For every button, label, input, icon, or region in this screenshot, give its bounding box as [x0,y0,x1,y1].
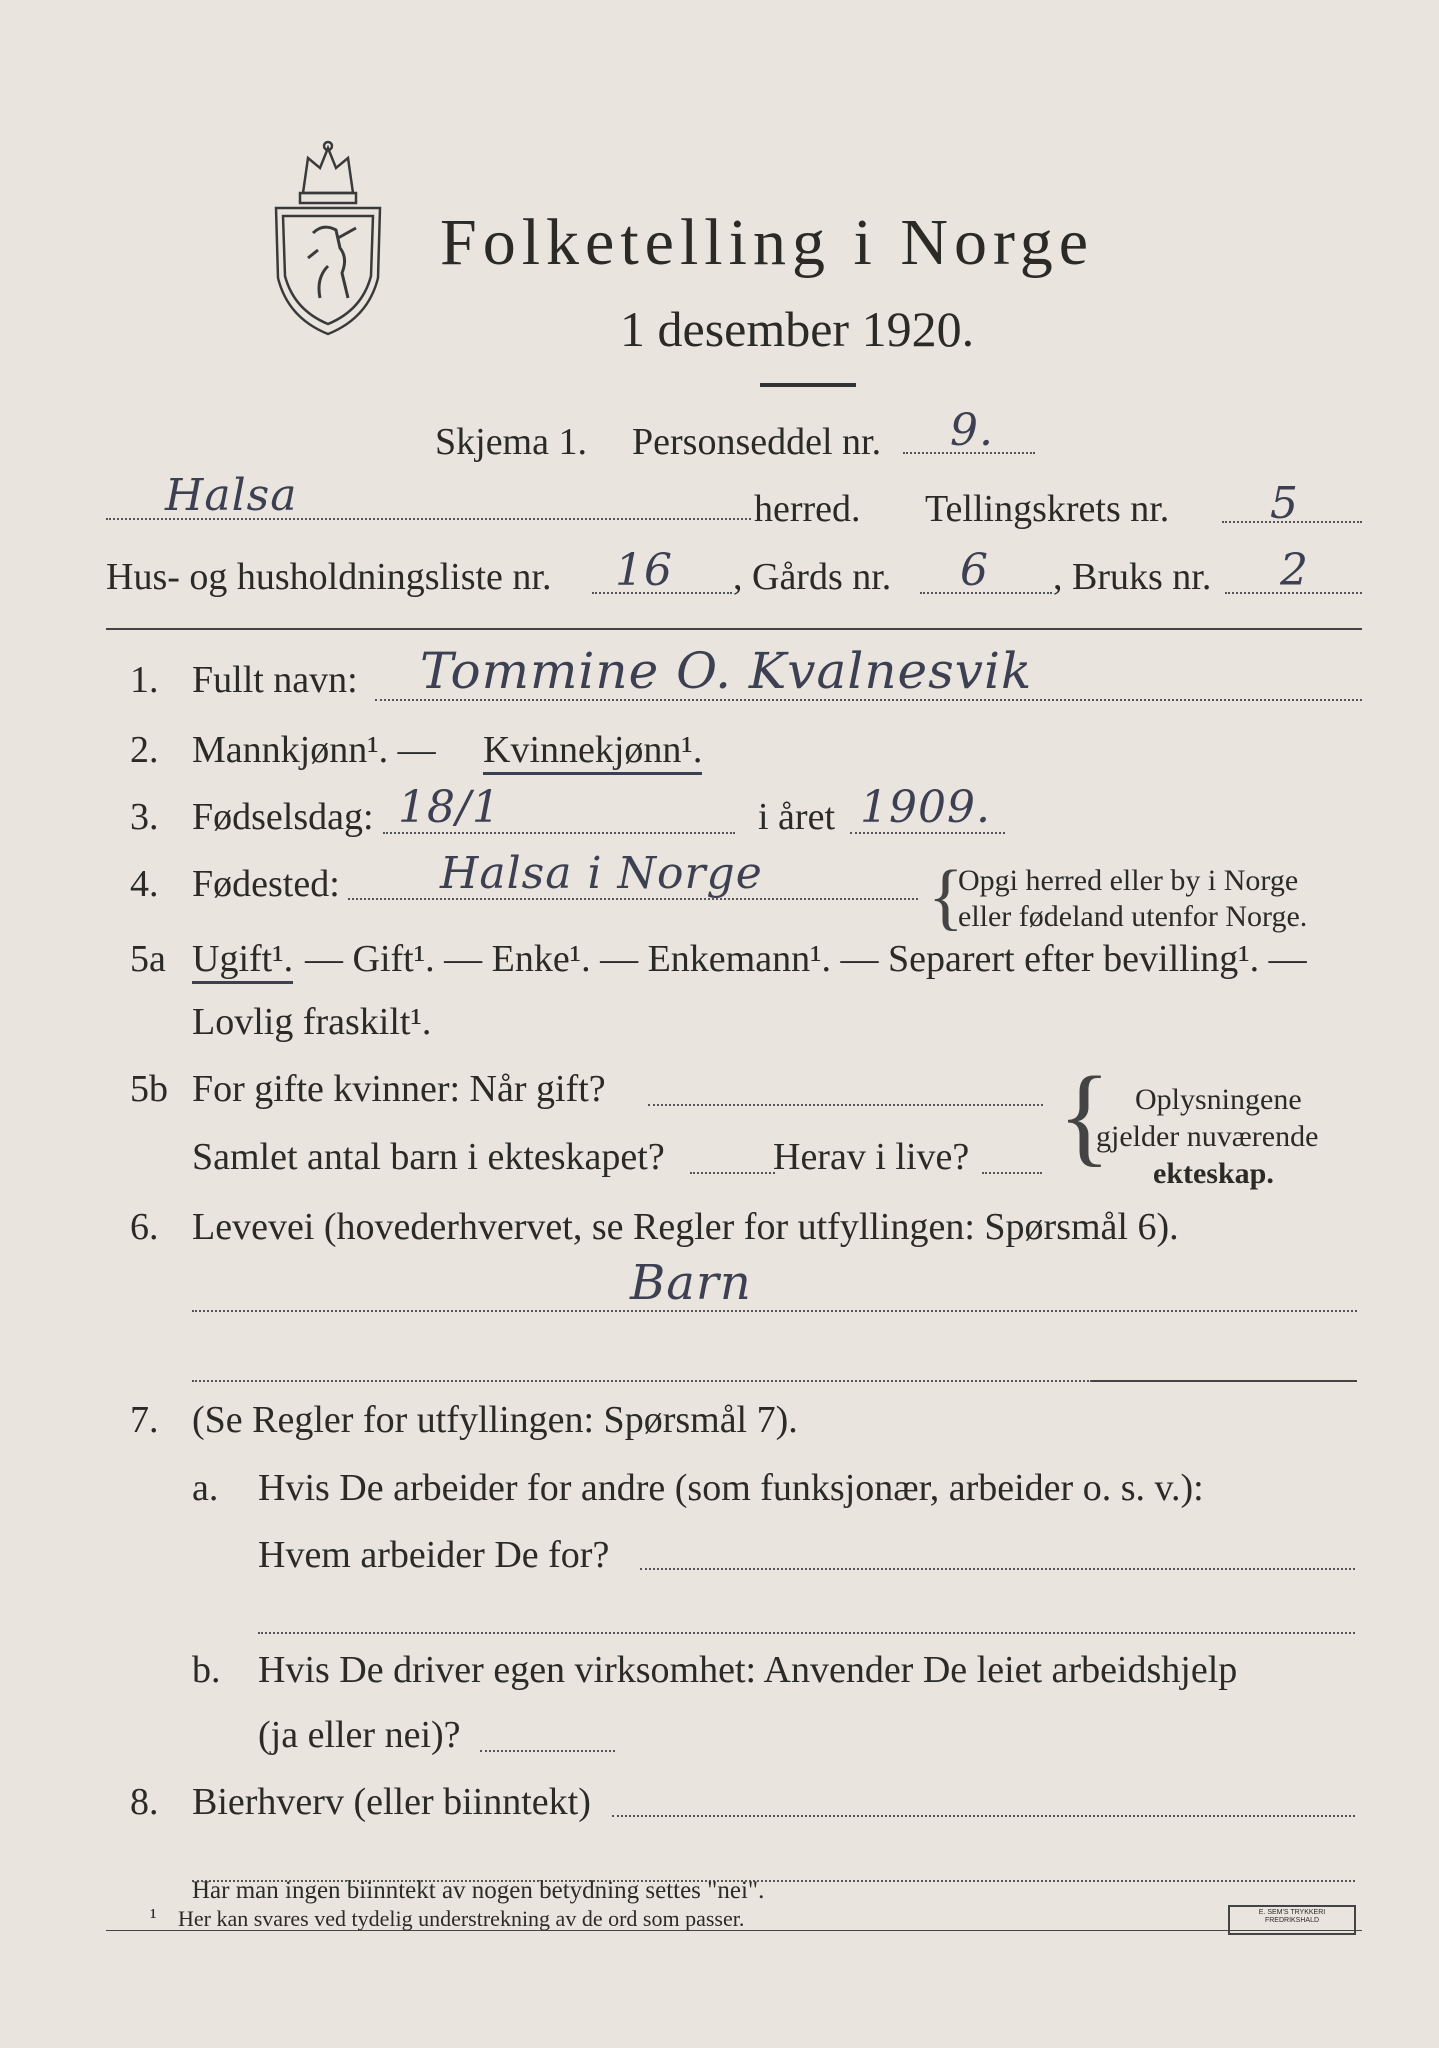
q2-number: 2. [130,729,159,771]
census-date: 1 desember 1920. [620,301,975,357]
q7b-text: Hvis De driver egen virksomhet: Anvender De leiet arbeidshjelp [258,1649,1238,1691]
q5b-number: 5b [130,1068,168,1110]
q7-label: (Se Regler for utfyllingen: Spørsmål 7). [192,1399,798,1441]
q5a-options: — Gift¹. — Enke¹. — Enkemann¹. — Separert efter bevilling¹. — [305,938,1307,980]
herred-label: herred. [754,488,861,530]
bruks-value: 2 [1280,545,1309,596]
q3-label: Fødselsdag: [192,796,374,838]
footnote-mark: ¹ [150,1904,157,1929]
q7b-letter: b. [192,1649,221,1691]
q4-note-1: Opgi herred eller by i Norge [958,864,1299,897]
gards-label: , Gårds nr. [733,556,892,598]
q5b-line-3 [982,1172,1042,1174]
q5a-ugift-underlined: Ugift¹. [192,937,293,984]
personseddel-value: 9. [950,405,994,456]
liste-value: 16 [615,545,673,596]
q3-year-label: i året [758,796,836,838]
q6-line-1 [192,1310,1357,1312]
q4-number: 4. [130,863,159,905]
q7b-line [480,1750,615,1752]
footnote-text: Her kan svares ved tydelig understrekning av de ord som passer. [178,1906,745,1931]
herred-value: Halsa [165,470,298,521]
q4-brace: { [928,856,964,938]
q8-note: Har man ingen biinntekt av nogen betydning settes "nei". [192,1877,765,1904]
birthday-value: 18/1 [398,782,501,833]
q1-label: Fullt navn: [192,659,358,701]
q4-label: Fødested: [192,863,340,905]
q4-note-2: eller fødeland utenfor Norge. [958,900,1308,933]
q5b-note-2: gjelder nuværende [1096,1120,1319,1153]
q5a-number: 5a [130,938,166,980]
header-divider [106,628,1362,630]
q7a-text-2: Hvem arbeider De for? [258,1534,610,1576]
q8-line-1 [612,1815,1355,1817]
tellingskrets-value: 5 [1270,478,1299,529]
q8-number: 8. [130,1781,159,1823]
q7b-text-2: (ja eller nei)? [258,1714,461,1756]
gards-value: 6 [960,545,989,596]
q5b-note-3: ekteskap. [1153,1157,1274,1190]
q7a-letter: a. [192,1467,219,1509]
q6-line-2 [192,1380,1092,1382]
full-name-value: Tommine O. Kvalnesvik [420,642,1033,700]
q5b-note-1: Oplysningene [1135,1083,1302,1116]
q5b-brace: { [1058,1054,1111,1176]
q6-line-2-end [1092,1380,1357,1382]
coat-of-arms-icon [268,138,388,338]
q8-label: Bierhverv (eller biinntekt) [192,1781,591,1823]
birthplace-value: Halsa i Norge [440,848,763,899]
q5b-label-3: Herav i live? [773,1136,970,1178]
form-title: Folketelling i Norge [440,206,1095,279]
tellingskrets-label: Tellingskrets nr. [925,488,1170,530]
q7a-text: Hvis De arbeider for andre (som funksjonær, arbeider o. s. v.): [258,1467,1204,1509]
q6-label: Levevei (hovederhvervet, se Regler for utfyllingen: Spørsmål 6). [192,1206,1179,1248]
skjema-label: Skjema 1. [435,421,587,463]
q3-number: 3. [130,796,159,838]
liste-label: Hus- og husholdningsliste nr. [106,556,552,598]
title-rule [760,383,856,387]
q2-male: Mannkjønn¹. — [192,729,436,771]
bruks-label: , Bruks nr. [1053,556,1212,598]
q7a-line-1 [640,1568,1355,1570]
personseddel-label: Personseddel nr. [632,421,882,463]
birth-year-value: 1909. [860,782,991,833]
q7a-line-2 [258,1632,1355,1634]
q5b-line-1 [648,1104,1043,1106]
q2-female-underlined: Kvinnekjønn¹. [483,728,702,775]
q7-number: 7. [130,1399,159,1441]
q1-number: 1. [130,659,159,701]
q5a-line2: Lovlig fraskilt¹. [192,1001,432,1043]
printer-stamp: E. SEM'S TRYKKERI FREDRIKSHALD [1228,1905,1356,1935]
q6-number: 6. [130,1206,159,1248]
q5b-label-1: For gifte kvinner: Når gift? [192,1068,606,1110]
q5b-line-2 [690,1172,775,1174]
q5b-label-2: Samlet antal barn i ekteskapet? [192,1136,665,1178]
occupation-value: Barn [630,1255,752,1311]
